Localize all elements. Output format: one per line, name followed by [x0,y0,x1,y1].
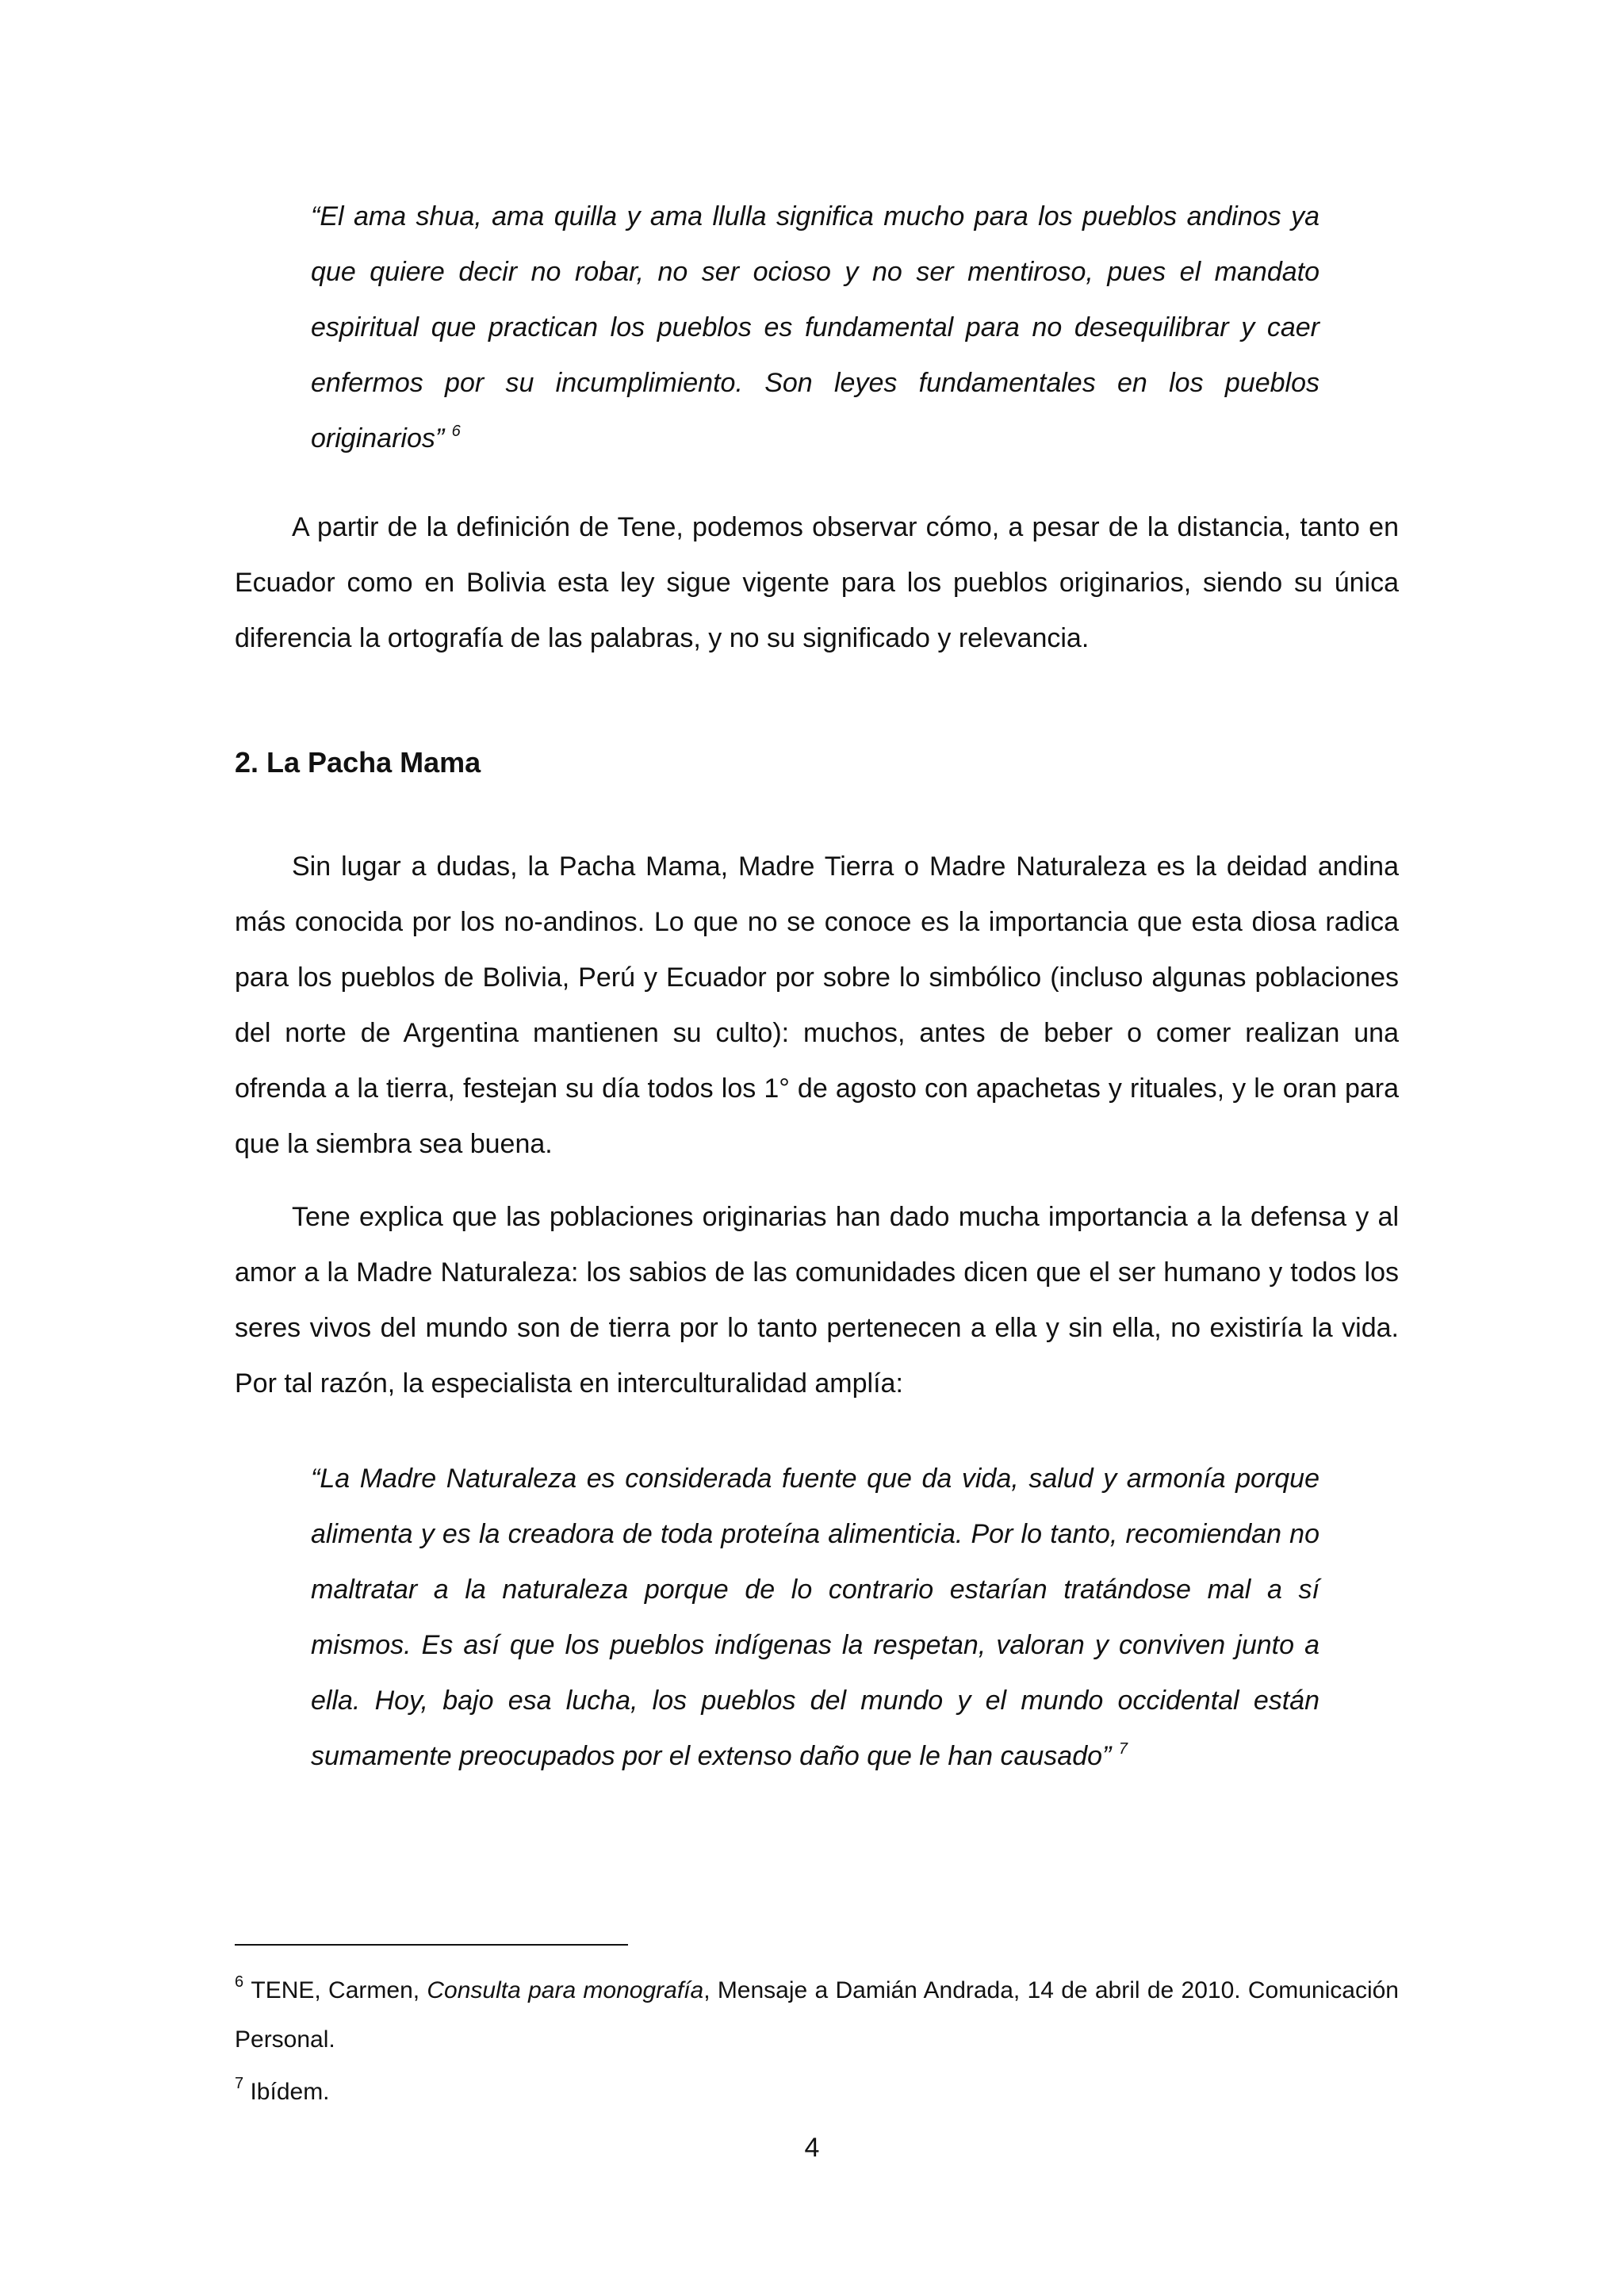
paragraph-3: Tene explica que las poblaciones originarias han dado mucha importancia a la defensa y al amor a la Madre Naturaleza: los sabios de las comunidades dicen que el ser humano y todos los seres vivos del mundo son de tierra por lo tanto pertenecen a ella y sin ella, no existiría la vida. Por tal razón, la especialista en interculturalidad amplía: [235,1202,1399,1399]
footnote-ref-6[interactable]: 6 [451,423,461,440]
footnote-6-title: Consulta para monografía [427,1977,704,2003]
paragraph-2: Sin lugar a dudas, la Pacha Mama, Madre Tierra o Madre Naturaleza es la deidad andina más conocida por los no-andinos. Lo que no se conoce es la importancia que esta diosa radica para los pueblos de Bolivia, Perú y Ecuador por sobre lo simbólico (incluso algunas poblaciones del norte de Argentina mantienen su culto): muchos, antes de beber o comer realizan una ofrenda a la tierra, festejan su día todos los 1° de agosto con apachetas y rituales, y le oran para que la siembra sea buena. [235,851,1399,1159]
footnote-7-number: 7 [235,2075,244,2092]
footnote-7 [235,2068,1399,2117]
section-heading: 2. La Pacha Mama [235,746,481,779]
footnote-ref-7[interactable]: 7 [1118,1740,1128,1758]
footnote-7-text: Ibídem. [250,2079,330,2105]
footnote-6-text-before: TENE, Carmen, [251,1977,427,2003]
footnote-separator [235,1944,628,1946]
paragraph-1: A partir de la definición de Tene, podemos observar cómo, a pesar de la distancia, tanto en Ecuador como en Bolivia esta ley sigue vigente para los pueblos originarios, siendo su única diferencia la ortografía de las palabras, y no su significado y relevancia. [235,512,1399,653]
footnote-6-text-after: , Mensaje a Damián Andrada, 14 de abril de 2010. Comunicación Personal. [235,1977,1399,2053]
block-quote-1 [311,189,1320,466]
block-quote-2-text: “La Madre Naturaleza es considerada fuente que da vida, salud y armonía porque alimenta y es la creadora de toda proteína alimenticia. Por lo tanto, recomiendan no maltratar a la naturaleza porque de lo contrario estarían tratándose mal a sí mismos. Es así que los pueblos indígenas la respetan, valoran y conviven junto a ella. Hoy, bajo esa lucha, los pueblos del mundo y el mundo occidental están sumamente preocupados por el extenso daño que le han causado” [311,1464,1320,1771]
block-quote-2 [311,1451,1320,1784]
footnote-6-number: 6 [235,1973,244,1991]
page-number: 4 [804,2133,820,2163]
block-quote-1-text: “El ama shua, ama quilla y ama llulla significa mucho para los pueblos andinos ya que quiere decir no robar, no ser ocioso y no ser mentiroso, pues el mandato espiritual que practican los pueblos es fundamental para no desequilibrar y caer enfermos por su incumplimiento. Son leyes fundamentales en los pueblos originarios” [311,201,1320,453]
footnote-6 [235,1966,1399,2064]
